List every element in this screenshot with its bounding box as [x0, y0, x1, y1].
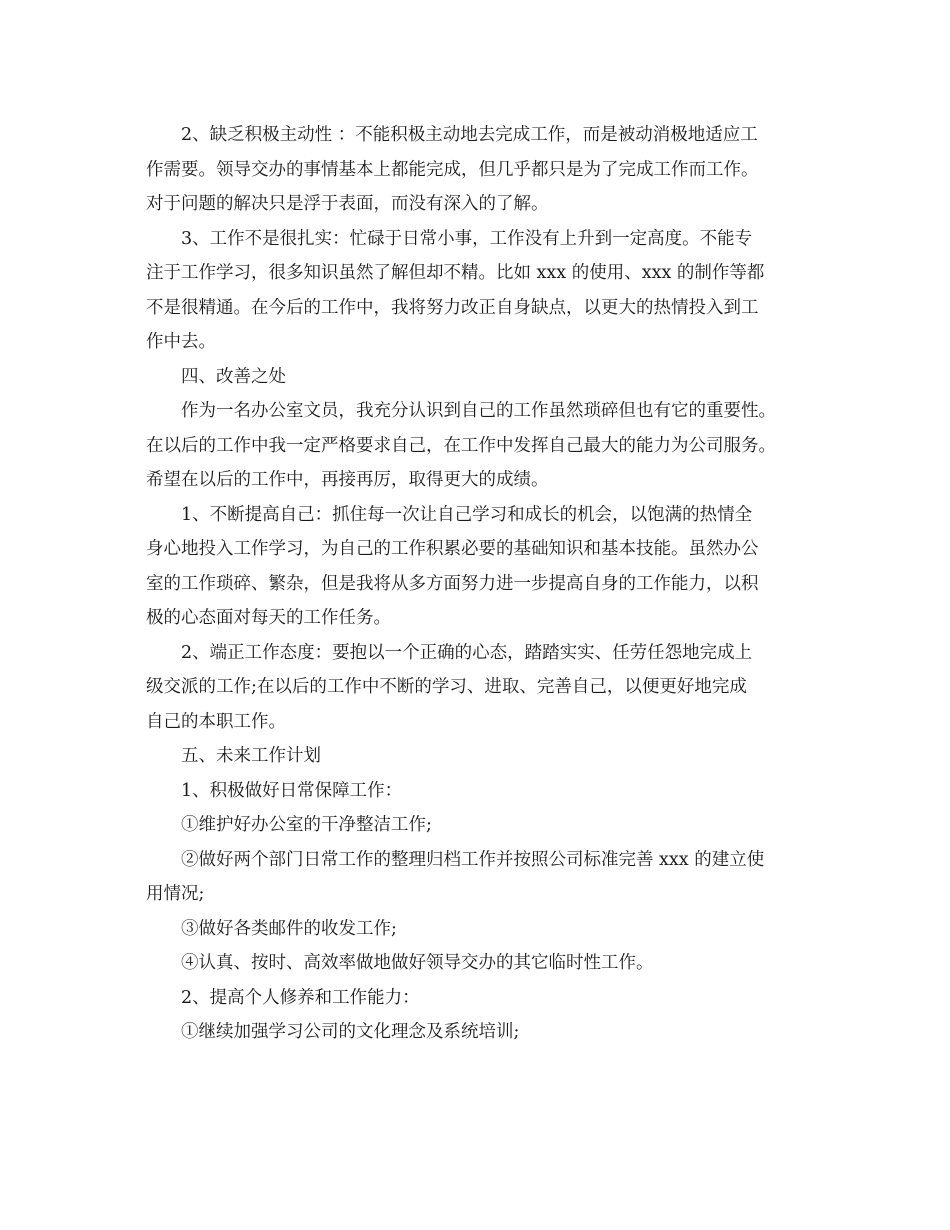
- text-line: ②做好两个部门日常工作的整理归档工作并按照公司标准完善 xxx 的建立使: [181, 849, 765, 870]
- text-line: 作为一名办公室文员，我充分认识到自己的工作虽然琐碎但也有它的重要性。: [181, 401, 776, 421]
- text-line: 希望在以后的工作中，再接再厉，取得更大的成绩。: [146, 470, 549, 490]
- text-line: 3、工作不是很扎实：忙碌于日常小事，工作没有上升到一定高度。不能专: [181, 228, 753, 249]
- document-body: [146, 118, 950, 1050]
- text-line: ③做好各类邮件的收发工作;: [181, 918, 397, 939]
- text-line: 作中去。: [146, 332, 216, 352]
- text-line: ①维护好办公室的干净整洁工作;: [181, 815, 432, 835]
- text-line: 1、不断提高自己：抓住每一次让自己学习和成长的机会，以饱满的热情全: [181, 504, 753, 525]
- text-line: ①继续加强学习公司的文化理念及系统培训;: [181, 1022, 520, 1042]
- text-line: 作需要。领导交办的事情基本上都能完成，但几乎都只是为了完成工作而工作。: [146, 159, 759, 180]
- text-line: ④认真、按时、高效率做地做好领导交办的其它临时性工作。: [181, 953, 654, 973]
- text-line: 注于工作学习，很多知识虽然了解但却不精。比如 xxx 的使用、xxx 的制作等都: [146, 263, 765, 283]
- text-line: 2、缺乏积极主动性 ：不能积极主动地去完成工作，而是被动消极地适应工: [181, 125, 758, 145]
- text-line: 极的心态面对每天的工作任务。: [146, 608, 391, 628]
- text-line: 级交派的工作;在以后的工作中不断的学习、进取、完善自己，以便更好地完成: [146, 677, 747, 697]
- text-line: 五、未来工作计划: [181, 746, 321, 766]
- text-line: 在以后的工作中我一定严格要求自己，在工作中发挥自己最大的能力为公司服务。: [146, 435, 776, 456]
- text-line: 2、提高个人修养和工作能力：: [181, 987, 420, 1008]
- text-line: 自己的本职工作。: [146, 711, 286, 732]
- text-line: 室的工作琐碎、繁杂，但是我将从多方面努力进一步提高自身的工作能力，以积: [146, 573, 759, 594]
- text-line: 对于问题的解决只是浮于表面，而没有深入的了解。: [146, 194, 549, 214]
- text-line: 四、改善之处: [181, 366, 286, 387]
- text-line: 用情况;: [146, 884, 205, 904]
- text-line: 不是很精通。在今后的工作中，我将努力改正自身缺点，以更大的热情投入到工: [146, 297, 759, 318]
- text-line: 2、端正工作态度：要抱以一个正确的心态，踏踏实实、任劳任怨地完成上: [181, 642, 753, 663]
- text-line: 1、积极做好日常保障工作：: [181, 780, 403, 801]
- text-line: 身心地投入工作学习，为自己的工作积累必要的基础知识和基本技能。虽然办公: [146, 539, 759, 559]
